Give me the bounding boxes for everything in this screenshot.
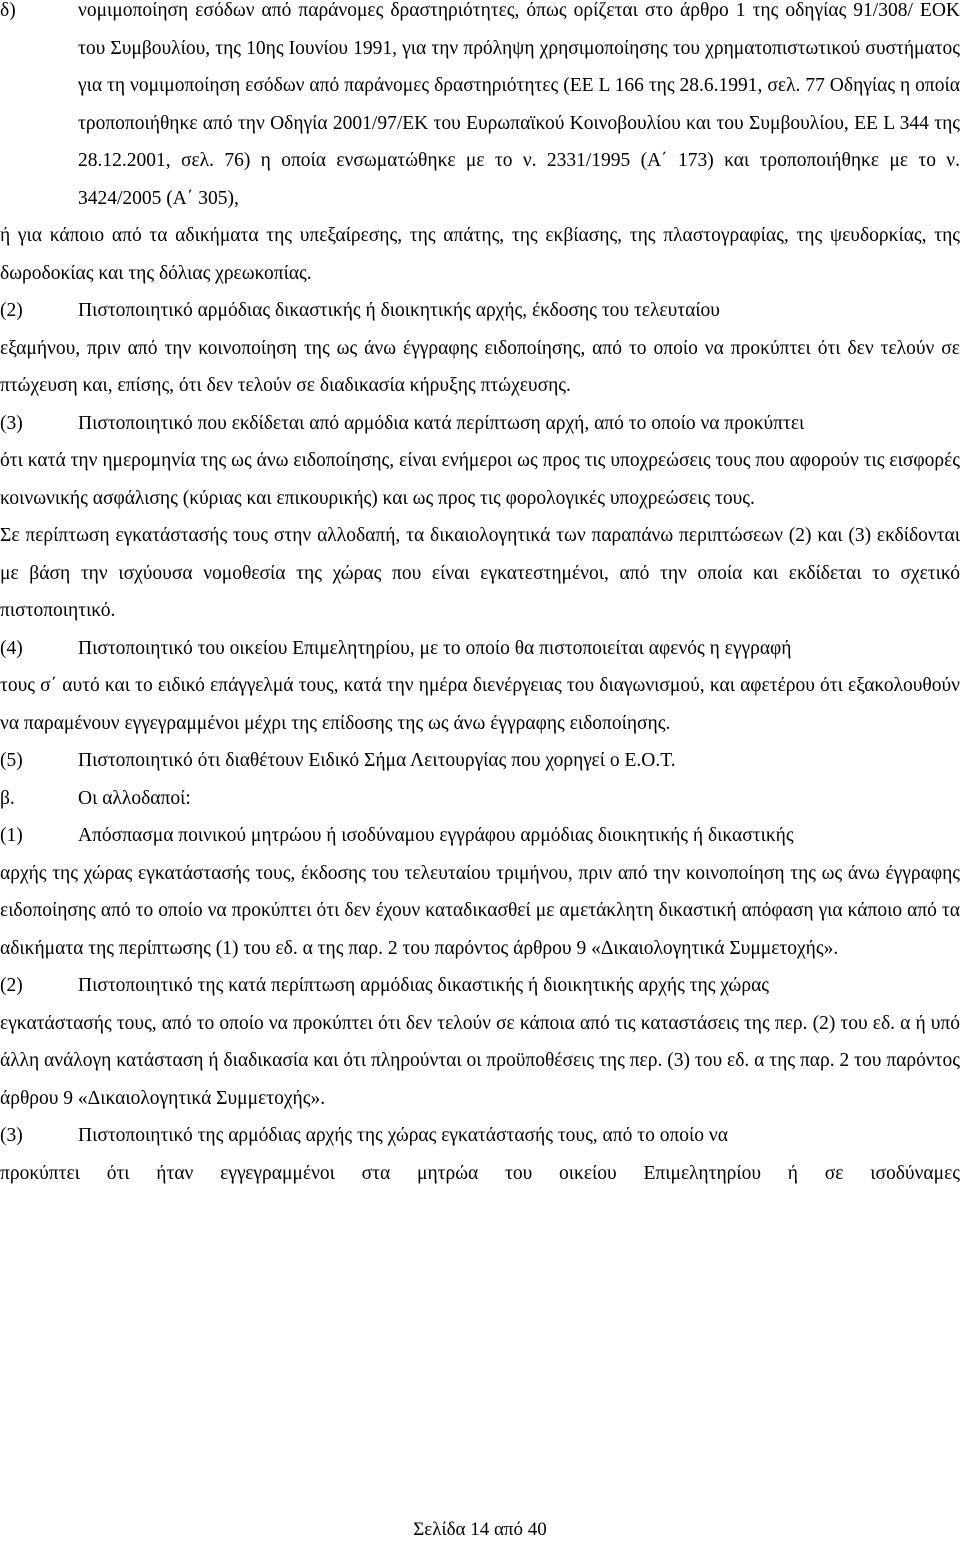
item-label: δ) — [0, 0, 16, 21]
item-label: (1) — [0, 825, 23, 846]
item-first-line: Πιστοποιητικό της κατά περίπτωση αρμόδιας δικαστικής ή διοικητικής αρχής της χώρας — [78, 975, 770, 996]
item-continuation: ότι κατά την ημερομηνία της ως άνω ειδοποίησης, είναι ενήμεροι ως προς τις υποχρεώσεις τους που αφορούν τις εισφορές κοινωνικής ασφάλισης (κύριας και επικουρικής) και ως προς τις φορολογικές υποχρεώσεις τους. — [0, 450, 960, 509]
list-item-2 — [0, 292, 960, 405]
list-item-5 — [0, 742, 960, 780]
section-b-heading — [0, 780, 960, 818]
item-text: Πιστοποιητικό ότι διαθέτουν Ειδικό Σήμα Λειτουργίας που χορηγεί ο Ε.Ο.Τ. — [78, 750, 676, 771]
item-text: νομιμοποίηση εσόδων από παράνομες δραστηριότητες, όπως ορίζεται στο άρθρο 1 της οδηγίας 91/308/ ΕΟΚ του Συμβουλίου, της 10ης Ιουνίου 1991, για την πρόληψη χρησιμοποίησης του χρηματοπιστωτικού συστήματος για τη νομιμοποίηση εσόδων από παράνομες δραστηριότητες (ΕΕ L 166 της 28.6.1991, σελ. 77 Οδηγίας η οποία τροποποιήθηκε από την Οδηγία 2001/97/ΕΚ του Ευρωπαϊκού Κοινοβουλίου και του Συμβουλίου, ΕΕ L 344 της 28.12.2001, σελ. 76) η οποία ενσωματώθηκε με το ν. 2331/1995 (Α΄ 173) και τροποποιήθηκε με το ν. 3424/2005 (Α΄ 305), — [78, 0, 960, 209]
item-label: (4) — [0, 637, 23, 659]
item-continuation: προκύπτει ότι ήταν εγγεγραμμένοι στα μητρώα του οικείου Επιμελητηρίου ή σε ισοδύναμες — [0, 1162, 960, 1184]
item-label: (5) — [0, 750, 23, 771]
foreign-item-3 — [0, 1117, 960, 1192]
item-first-line: Πιστοποιητικό που εκδίδεται από αρμόδια κατά περίπτωση αρχή, από το οποίο να προκύπτει — [78, 412, 805, 434]
page-number: Σελίδα 14 από 40 — [413, 1519, 547, 1540]
foreign-item-1 — [0, 817, 960, 967]
item-continuation: αρχής της χώρας εγκατάστασής τους, έκδοσης του τελευταίου τριμήνου, πριν από την κοινοποίηση της ως άνω έγγραφης ειδοποίησης από το οποίο να προκύπτει ότι δεν έχουν καταδικασθεί με αμετάκλητη δικαστική απόφαση για κάποιο από τα αδικήματα της περίπτωσης (1) του εδ. α της παρ. 2 του παρόντος άρθρου 9 «Δικαιολογητικά Συμμετοχής». — [0, 862, 960, 959]
item-continuation: τους σ΄ αυτό και το ειδικό επάγγελμά τους, κατά την ημέρα διενέργειας του διαγωνισμού, και αφετέρου ότι εξακολουθούν να παραμένουν εγγεγραμμένοι μέχρι της επίδοσης της ως άνω έγγραφης ειδοποίησης. — [0, 675, 960, 734]
abroad-paragraph: Σε περίπτωση εγκατάστασής τους στην αλλοδαπή, τα δικαιολογητικά των παραπάνω περιπτώσεων (2) και (3) εκδίδονται με βάση την ισχύουσα νομοθεσία της χώρας που είναι εγκατεστημένοι, από την οποία και εκδίδεται το σχετικό πιστοποιητικό. — [0, 525, 960, 621]
list-item-d — [0, 0, 960, 217]
list-item-4 — [0, 630, 960, 743]
item-label: (3) — [0, 1125, 23, 1146]
item-first-line: Πιστοποιητικό της αρμόδιας αρχής της χώρας εγκατάστασής τους, από το οποίο να — [78, 1125, 728, 1146]
item-label: (3) — [0, 412, 23, 434]
item-first-line: Πιστοποιητικό του οικείου Επιμελητηρίου, με το οποίο θα πιστοποιείται αφενός η εγγραφή — [78, 637, 792, 659]
section-label: β. — [0, 787, 15, 809]
list-item-3 — [0, 405, 960, 518]
section-title: Οι αλλοδαποί: — [78, 787, 191, 809]
item-first-line: Απόσπασμα ποινικού μητρώου ή ισοδύναμου εγγράφου αρμόδιας διοικητικής ή δικαστικής — [78, 825, 794, 846]
foreign-item-2 — [0, 967, 960, 1117]
item-label: (2) — [0, 975, 23, 996]
item-first-line: Πιστοποιητικό αρμόδιας δικαστικής ή διοικητικής αρχής, έκδοσης του τελευταίου — [78, 300, 720, 321]
item-continuation: εξαμήνου, πριν από την κοινοποίηση της ως άνω έγγραφης ειδοποίησης, από το οποίο να προκύπτει ότι δεν τελούν σε πτώχευση και, επίσης, ότι δεν τελούν σε διαδικασία κήρυξης πτώχευσης. — [0, 337, 960, 396]
item-continuation: εγκατάστασής τους, από το οποίο να προκύπτει ότι δεν τελούν σε κάποια από τις καταστάσεις της περ. (2) του εδ. α ή υπό άλλη ανάλογη κατάσταση ή διαδικασία και ότι πληρούνται οι προϋποθέσεις της περ. (3) του εδ. α της παρ. 2 του παρόντος άρθρου 9 «Δικαιολογητικά Συμμετοχής». — [0, 1012, 960, 1109]
offences-paragraph: ή για κάποιο από τα αδικήματα της υπεξαίρεσης, της απάτης, της εκβίασης, της πλαστογραφίας, της ψευδορκίας, της δωροδοκίας και της δόλιας χρεωκοπίας. — [0, 225, 960, 284]
item-label: (2) — [0, 300, 23, 321]
